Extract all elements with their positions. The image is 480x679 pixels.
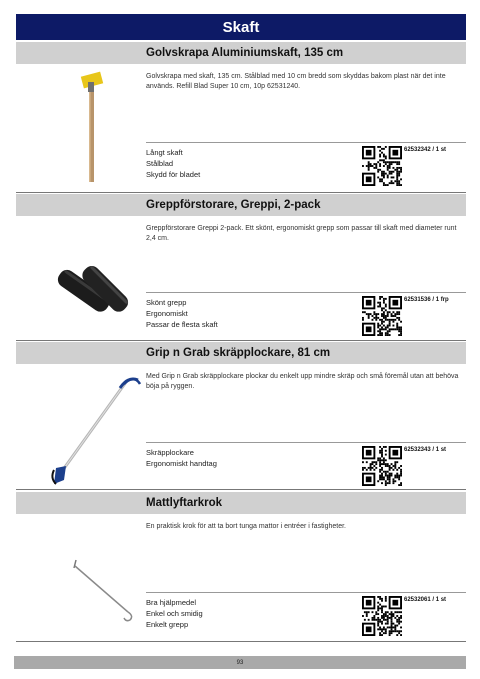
feature-item: Passar de flesta skaft xyxy=(146,320,218,329)
product-features xyxy=(146,442,466,469)
feature-item: Enkelt grepp xyxy=(146,620,189,629)
page-number: 93 xyxy=(14,656,466,669)
product-features xyxy=(146,292,466,330)
section-divider xyxy=(16,489,466,490)
product-card xyxy=(16,194,466,340)
feature-item: Ergonomiskt handtag xyxy=(146,459,217,468)
product-title: Greppförstorare, Greppi, 2-pack xyxy=(16,194,466,216)
product-description: Golvskrapa med skaft, 135 cm. Stålblad med 10 cm bredd som skyddas bakom plast när det inte används. Refill Blad Super 10 cm, 10p 62531240. xyxy=(146,73,446,90)
mat-hook-image xyxy=(16,516,146,641)
product-description: Greppförstorare Greppi 2-pack. Ett skönt, ergonomiskt grepp som passar till skaft med diameter runt 2,4 cm. xyxy=(146,225,457,242)
feature-item: Enkel och smidig xyxy=(146,609,203,618)
feature-item: Långt skaft xyxy=(146,148,183,157)
product-title: Golvskrapa Aluminiumskaft, 135 cm xyxy=(16,42,466,64)
product-sku: 62532342 / 1 st xyxy=(404,147,447,153)
qr-code xyxy=(362,146,402,186)
feature-item: Ergonomiskt xyxy=(146,309,188,318)
feature-item: Skydd för bladet xyxy=(146,170,201,179)
product-features xyxy=(146,142,466,180)
litter-picker-image xyxy=(16,366,146,491)
page-title: Skaft xyxy=(16,14,466,40)
foam-grips-image xyxy=(16,218,146,333)
qr-code xyxy=(362,446,402,486)
product-sku: 62532061 / 1 st xyxy=(404,597,447,603)
section-divider xyxy=(16,340,466,341)
product-description: Med Grip n Grab skräpplockare plockar du enkelt upp mindre skräp och små föremål utan att behöva böja på ryggen. xyxy=(146,373,459,390)
product-title: Mattlyftarkrok xyxy=(16,492,466,514)
section-divider xyxy=(16,641,466,642)
product-features xyxy=(146,592,466,630)
product-card xyxy=(16,492,466,642)
qr-code xyxy=(362,296,402,336)
product-title: Grip n Grab skräpplockare, 81 cm xyxy=(16,342,466,364)
feature-item: Skönt grepp xyxy=(146,298,187,307)
floor-scraper-image xyxy=(16,66,146,191)
feature-item: Bra hjälpmedel xyxy=(146,598,197,607)
product-card xyxy=(16,42,466,192)
product-card xyxy=(16,342,466,488)
section-divider xyxy=(16,192,466,193)
feature-item: Skräpplockare xyxy=(146,448,194,457)
product-sku: 62532343 / 1 st xyxy=(404,447,447,453)
product-description: En praktisk krok för att ta bort tunga mattor i entréer i fastigheter. xyxy=(146,523,346,530)
product-sku: 62531536 / 1 frp xyxy=(404,297,449,303)
qr-code xyxy=(362,596,402,636)
feature-item: Stålblad xyxy=(146,159,174,168)
